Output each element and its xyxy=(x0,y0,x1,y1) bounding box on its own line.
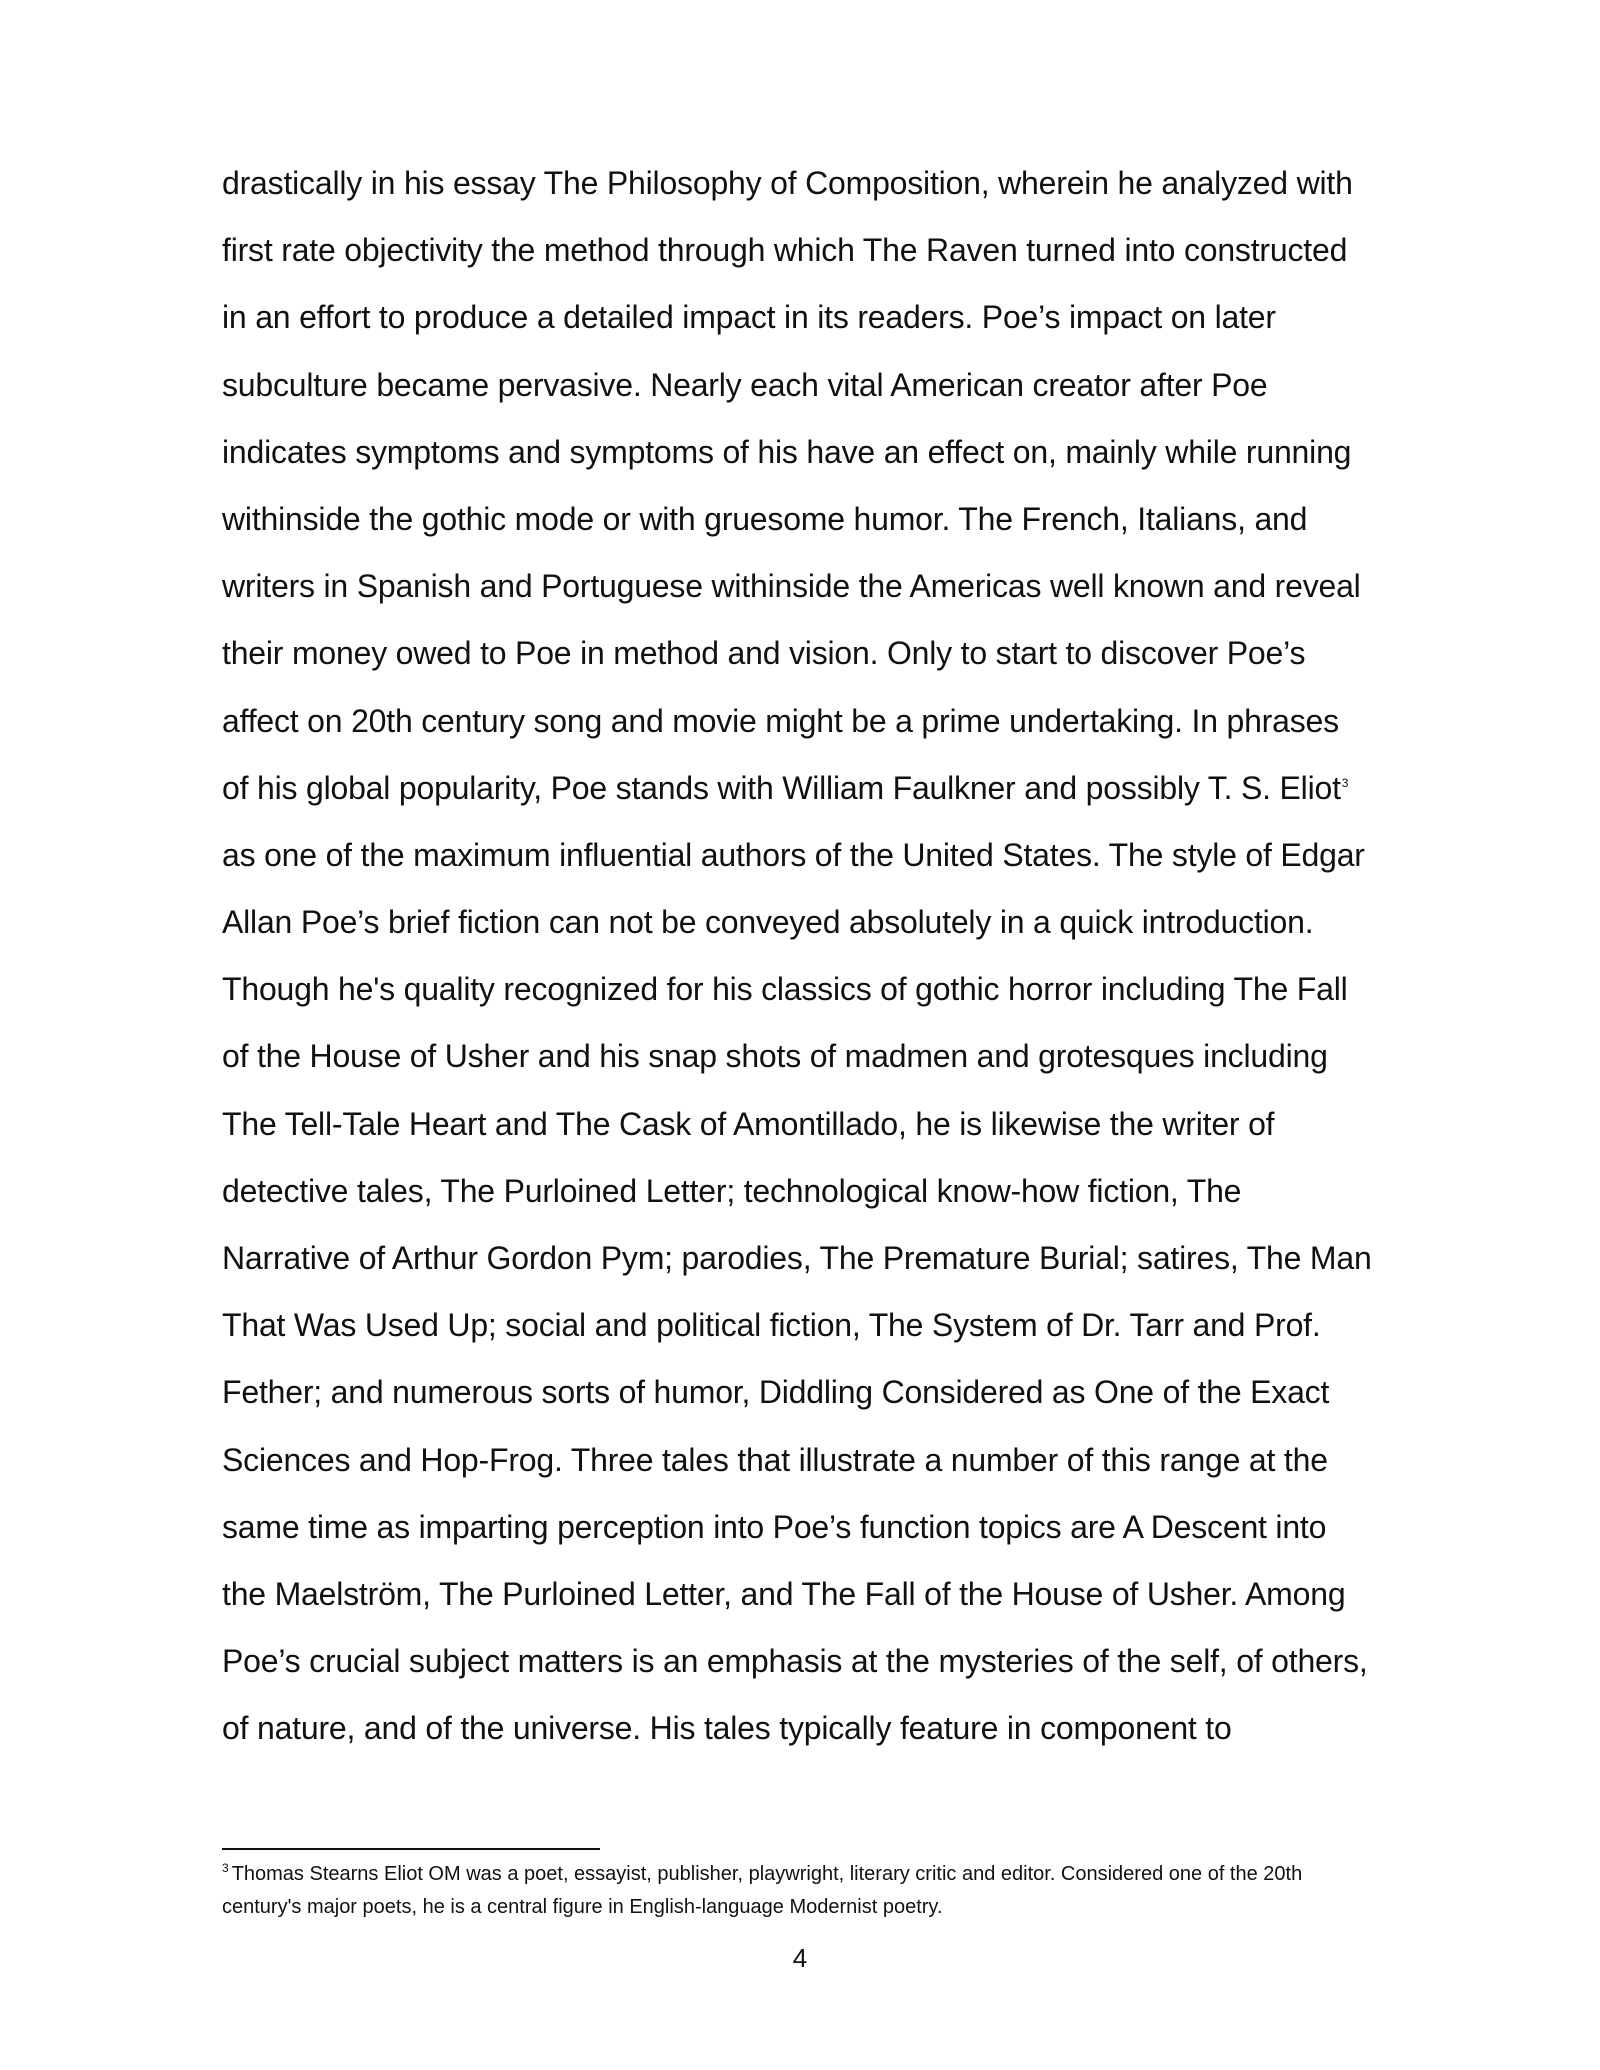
text-line: Narrative of Arthur Gordon Pym; parodies, The Premature Burial; satires, The Man xyxy=(222,1240,1372,1276)
text-line: Allan Poe’s brief fiction can not be conveyed absolutely in a quick introduction. xyxy=(222,904,1314,941)
text-line: withinside the gothic mode or with gruesome humor. The French, Italians, and xyxy=(222,500,1308,537)
text-line: detective tales, The Purloined Letter; technological know-how fiction, The xyxy=(222,1172,1242,1209)
text-line: The Tell-Tale Heart and The Cask of Amontillado, he is likewise the writer of xyxy=(222,1105,1275,1142)
footnote xyxy=(222,1858,1462,1924)
text-line: Though he's quality recognized for his classics of gothic horror including The Fall xyxy=(222,971,1348,1008)
text-line: affect on 20th century song and movie might be a prime undertaking. In phrases xyxy=(222,702,1339,739)
footnote-separator xyxy=(222,1848,600,1850)
text-line: their money owed to Poe in method and vision. Only to start to discover Poe’s xyxy=(222,635,1306,672)
text-line: writers in Spanish and Portuguese withinside the Americas well known and reveal xyxy=(222,568,1361,605)
footnote-line xyxy=(222,1858,1462,1891)
text-line: in an effort to produce a detailed impact in its readers. Poe’s impact on later xyxy=(222,299,1276,336)
text-line-content: of his global popularity, Poe stands with William Faulkner and possibly T. S. Eliot xyxy=(222,769,1341,806)
page-number: 4 xyxy=(792,1943,808,1973)
footnote-reference[interactable]: 3 xyxy=(1341,776,1349,791)
text-line: Sciences and Hop-Frog. Three tales that illustrate a number of this range at the xyxy=(222,1441,1328,1478)
text-line: That Was Used Up; social and political fiction, The System of Dr. Tarr and Prof. xyxy=(222,1307,1321,1344)
text-line: of nature, and of the universe. His tales typically feature in component to xyxy=(222,1710,1232,1747)
text-line-with-footnote-ref xyxy=(222,755,1462,822)
text-line: subculture became pervasive. Nearly each vital American creator after Poe xyxy=(222,366,1268,403)
text-line: Fether; and numerous sorts of humor, Diddling Considered as One of the Exact xyxy=(222,1374,1330,1411)
text-line: the Maelström, The Purloined Letter, and The Fall of the House of Usher. Among xyxy=(222,1575,1346,1612)
text-line: same time as imparting perception into Poe’s function topics are A Descent into xyxy=(222,1508,1327,1545)
text-line: Poe’s crucial subject matters is an emphasis at the mysteries of the self, of others, xyxy=(222,1643,1368,1680)
footnote-line: century's major poets, he is a central figure in English-language Modernist poetry. xyxy=(222,1896,943,1918)
text-line: indicates symptoms and symptoms of his have an effect on, mainly while running xyxy=(222,433,1352,470)
text-line: drastically in his essay The Philosophy of Composition, wherein he analyzed with xyxy=(222,165,1353,201)
text-line: of the House of Usher and his snap shots of madmen and grotesques including xyxy=(222,1038,1328,1075)
text-line: first rate objectivity the method through which The Raven turned into constructed xyxy=(222,232,1348,269)
footnote-mark: 3 xyxy=(222,1861,229,1876)
footnote-text: Thomas Stearns Eliot OM was a poet, essayist, publisher, playwright, literary critic and editor. Considered one of the 20th xyxy=(231,1863,1303,1885)
text-line: as one of the maximum influential authors of the United States. The style of Edgar xyxy=(222,836,1365,873)
body-paragraph xyxy=(222,150,1462,1763)
